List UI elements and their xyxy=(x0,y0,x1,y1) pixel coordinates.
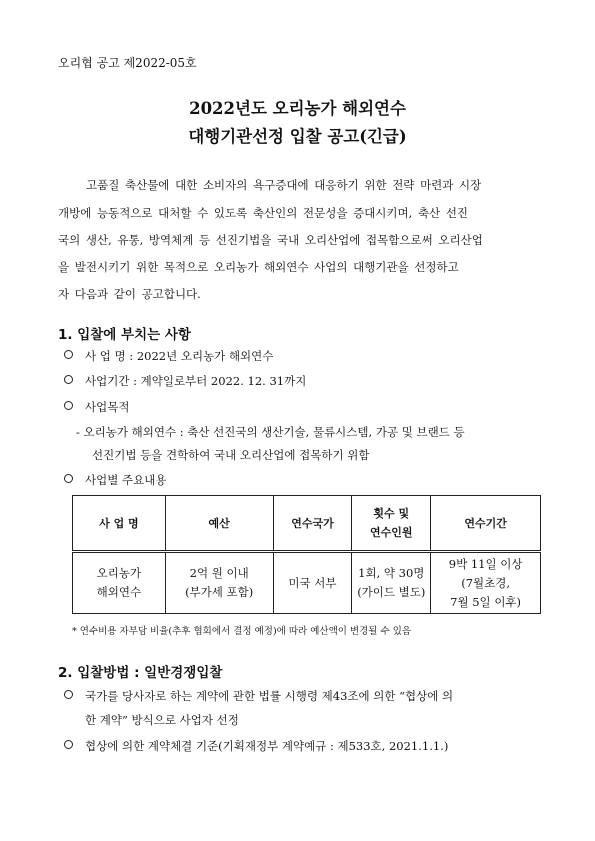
method-line-2: 한 계약” 방식으로 사업자 선정 xyxy=(85,713,239,727)
circle-bullet-icon xyxy=(64,740,73,749)
list-item xyxy=(64,348,273,364)
section-1-heading: 1. 입찰에 부치는 사항 xyxy=(58,327,191,343)
cell-project-name: 오리농가 해외연수 xyxy=(73,552,166,614)
intro-line: 을 발전시키기 위한 목적으로 오리농가 해외연수 사업의 대행기관을 선정하고 xyxy=(58,260,459,274)
project-name: 사 업 명 : 2022년 오리농가 해외연수 xyxy=(85,349,274,363)
project-table xyxy=(72,495,541,614)
circle-bullet-icon xyxy=(64,375,73,384)
header-count-people: 횟수 및 연수인원 xyxy=(352,496,431,552)
table-row xyxy=(73,552,541,614)
header-period: 연수기간 xyxy=(431,496,541,552)
list-item xyxy=(64,738,448,754)
intro-line: 고품질 축산물에 대한 소비자의 욕구증대에 대응하기 위한 전략 마련과 시장 xyxy=(86,178,482,192)
cell-budget: 2억 원 이내 (부가세 포함) xyxy=(165,552,273,614)
table-header-row xyxy=(73,496,541,552)
intro-line: 개방에 능동적으로 대처할 수 있도록 축산인의 전문성을 증대시키며, 축산 선진 xyxy=(58,206,469,220)
method-line-1: 국가를 당사자로 하는 계약에 관한 법률 시행령 제43조에 의한 “협상에 의 xyxy=(85,689,454,703)
header-budget: 예산 xyxy=(165,496,273,552)
project-period: 사업기간 : 계약일로부터 2022. 12. 31까지 xyxy=(85,374,307,388)
purpose-line-2: 선진기법 등을 견학하여 국내 오리산업에 접목하기 위함 xyxy=(92,448,370,462)
circle-bullet-icon xyxy=(64,401,73,410)
list-item xyxy=(64,688,453,704)
section-2-heading: 2. 입찰방법 : 일반경쟁입찰 xyxy=(58,665,223,681)
intro-line: 국의 생산, 유통, 방역체계 등 선진기법을 국내 오리산업에 접목함으로써 오리산업 xyxy=(58,233,483,247)
list-item xyxy=(64,373,306,389)
page-title-line-1: 2022년도 오리농가 해외연수 xyxy=(189,99,406,118)
header-project-name: 사 업 명 xyxy=(73,496,166,552)
list-item xyxy=(64,399,129,415)
page-title-line-2: 대행기관선정 입찰 공고(긴급) xyxy=(188,127,407,146)
cell-count-people: 1회, 약 30명 (가이드 별도) xyxy=(352,552,431,614)
project-purpose-label: 사업목적 xyxy=(85,400,130,414)
circle-bullet-icon xyxy=(64,690,73,699)
contract-basis: 협상에 의한 계약체결 기준(기획재정부 계약예규 : 제533호, 2021.1.1.) xyxy=(85,739,449,753)
circle-bullet-icon xyxy=(64,474,73,483)
table-footnote: * 연수비용 자부담 비율(추후 협회에서 결정 예정)에 따라 예산액이 변경될 수 있음 xyxy=(72,626,412,637)
list-item xyxy=(64,472,166,488)
circle-bullet-icon xyxy=(64,350,73,359)
cell-period: 9박 11일 이상 (7월초경, 7월 5일 이후) xyxy=(431,552,541,614)
header-country: 연수국가 xyxy=(273,496,352,552)
cell-country: 미국 서부 xyxy=(273,552,352,614)
intro-line: 자 다음과 같이 공고합니다. xyxy=(58,287,201,301)
notice-number: 오리협 공고 제2022-05호 xyxy=(58,56,197,70)
purpose-line-1: - 오리농가 해외연수 : 축산 선진국의 생산기술, 물류시스템, 가공 및 브랜드 등 xyxy=(76,425,465,439)
table-item-label: 사업별 주요내용 xyxy=(85,473,167,487)
